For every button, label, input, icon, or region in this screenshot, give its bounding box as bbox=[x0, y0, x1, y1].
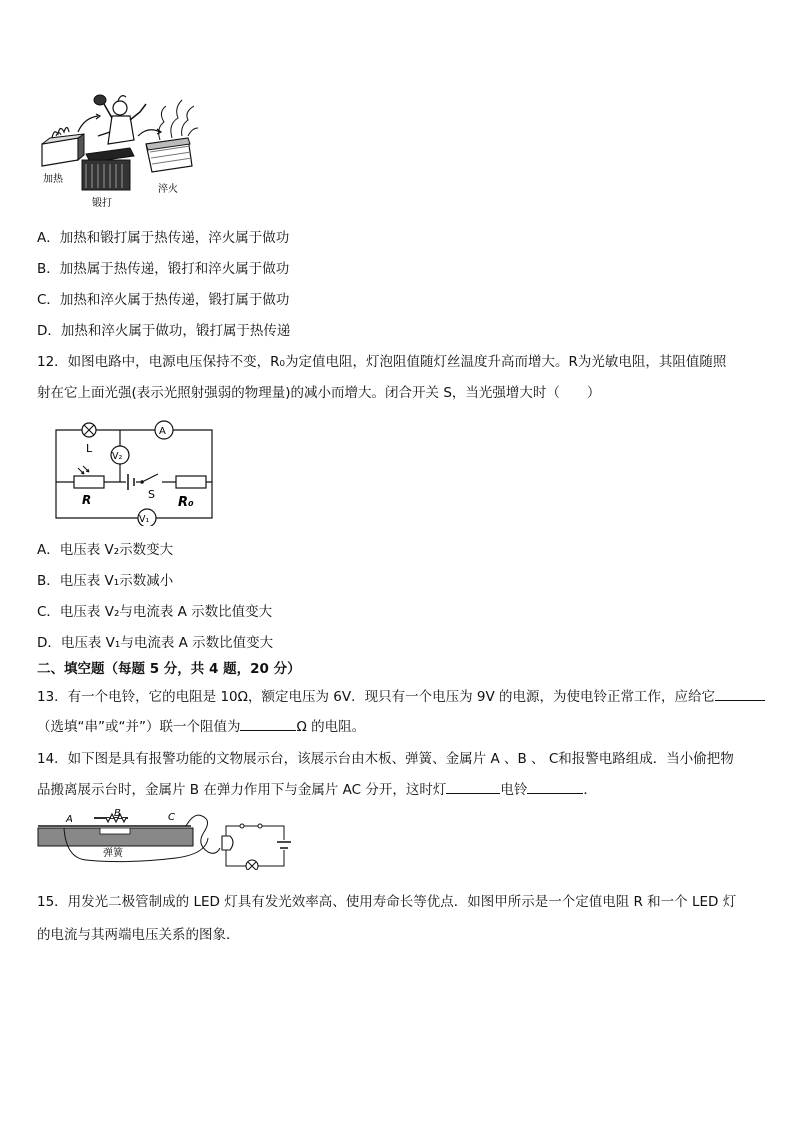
lamp-label: L bbox=[86, 442, 93, 455]
photoresistor-symbol bbox=[74, 476, 104, 488]
q12-option-c: C．电压表 V₂与电流表 A 示数比值变大 bbox=[37, 604, 273, 620]
label-quench: 淬火 bbox=[158, 184, 178, 195]
q13-blank-1[interactable] bbox=[715, 688, 765, 701]
label-b: B bbox=[114, 808, 121, 819]
label-forge: 锻打 bbox=[92, 198, 112, 209]
section-fill-in-heading: 二、填空题（每题 5 分，共 4 题，20 分） bbox=[37, 661, 301, 677]
switch-label: S bbox=[148, 488, 155, 501]
arrow-heat-to-forge bbox=[78, 116, 98, 132]
q13-line2 bbox=[37, 718, 365, 736]
label-a: A bbox=[66, 814, 73, 825]
q13-text-part3: Ω 的电阻。 bbox=[296, 719, 366, 735]
q12-circuit-diagram bbox=[52, 418, 216, 526]
label-c: C bbox=[168, 812, 175, 823]
q14-line2 bbox=[37, 781, 597, 799]
q14-text-c: ． bbox=[583, 782, 597, 798]
quench-basin bbox=[146, 100, 198, 172]
q13-line1 bbox=[37, 688, 765, 706]
q11-option-d: D．加热和淬火属于做功，锻打属于热传递 bbox=[37, 323, 291, 339]
q11-option-a: A．加热和锻打属于热传递，淬火属于做功 bbox=[37, 230, 290, 246]
q11-option-c: C．加热和淬火属于热传递，锻打属于做功 bbox=[37, 292, 290, 308]
q12-stem-line2: 射在它上面光强(表示光照射强弱的物理量)的减小而增大。闭合开关 S，当光强增大时（ ） bbox=[37, 385, 601, 401]
arrow-forge-to-quench bbox=[138, 130, 160, 136]
forging-illustration bbox=[38, 92, 220, 210]
label-spring: 弹簧 bbox=[103, 848, 123, 859]
q13-blank-2[interactable] bbox=[240, 718, 296, 731]
blacksmith-figure bbox=[94, 95, 146, 144]
q14-alarm-stand-diagram bbox=[36, 808, 292, 870]
q12-option-a: A．电压表 V₂示数变大 bbox=[37, 542, 174, 558]
label-heat: 加热 bbox=[43, 174, 63, 185]
q13-text-part1: 13．有一个电铃，它的电阻是 10Ω，额定电压为 6V．现只有一个电压为 9V 的电源，为使电铃正常工作，应给它 bbox=[37, 689, 715, 705]
q11-option-b: B．加热属于热传递，锻打和淬火属于做功 bbox=[37, 261, 290, 277]
q15-line1: 15．用发光二极管制成的 LED 灯具有发光效率高、使用寿命长等优点．如图甲所示是一个定值电阻 R 和一个 LED 灯 bbox=[37, 894, 737, 910]
ammeter-label: A bbox=[159, 426, 166, 437]
voltmeter-v2-label: V₂ bbox=[112, 451, 123, 462]
q14-line1: 14．如下图是具有报警功能的文物展示台，该展示台由木板、弹簧、金属片 A 、B 、 C和报警电路组成．当小偷把物 bbox=[37, 751, 734, 767]
q14-text-b: 电铃 bbox=[500, 782, 528, 798]
photoresistor-label: R bbox=[82, 493, 92, 507]
lamp-symbol-q14 bbox=[246, 860, 258, 870]
anvil-block bbox=[82, 148, 134, 190]
q12-option-d: D．电压表 V₁与电流表 A 示数比值变大 bbox=[37, 635, 274, 651]
heating-furnace bbox=[42, 128, 84, 167]
q14-blank-bell[interactable] bbox=[527, 781, 583, 794]
fixed-resistor-label: R₀ bbox=[178, 495, 194, 510]
q12-stem-line1: 12．如图电路中，电源电压保持不变，R₀为定值电阻，灯泡阻值随灯丝温度升高而增大。R为光敏电阻，其阻值随照 bbox=[37, 354, 727, 370]
q15-line2: 的电流与其两端电压关系的图象． bbox=[37, 927, 240, 943]
q13-text-part2: （选填“串”或“并”）联一个阻值为 bbox=[37, 719, 241, 735]
q14-blank-lamp[interactable] bbox=[446, 781, 500, 794]
q14-text-a: 品搬离展示台时，金属片 B 在弹力作用下与金属片 AC 分开，这时灯 bbox=[37, 782, 447, 798]
fixed-resistor-symbol bbox=[176, 476, 206, 488]
bell-symbol bbox=[222, 836, 233, 850]
voltmeter-v1-label: V₁ bbox=[139, 514, 150, 525]
q12-option-b: B．电压表 V₁示数减小 bbox=[37, 573, 174, 589]
